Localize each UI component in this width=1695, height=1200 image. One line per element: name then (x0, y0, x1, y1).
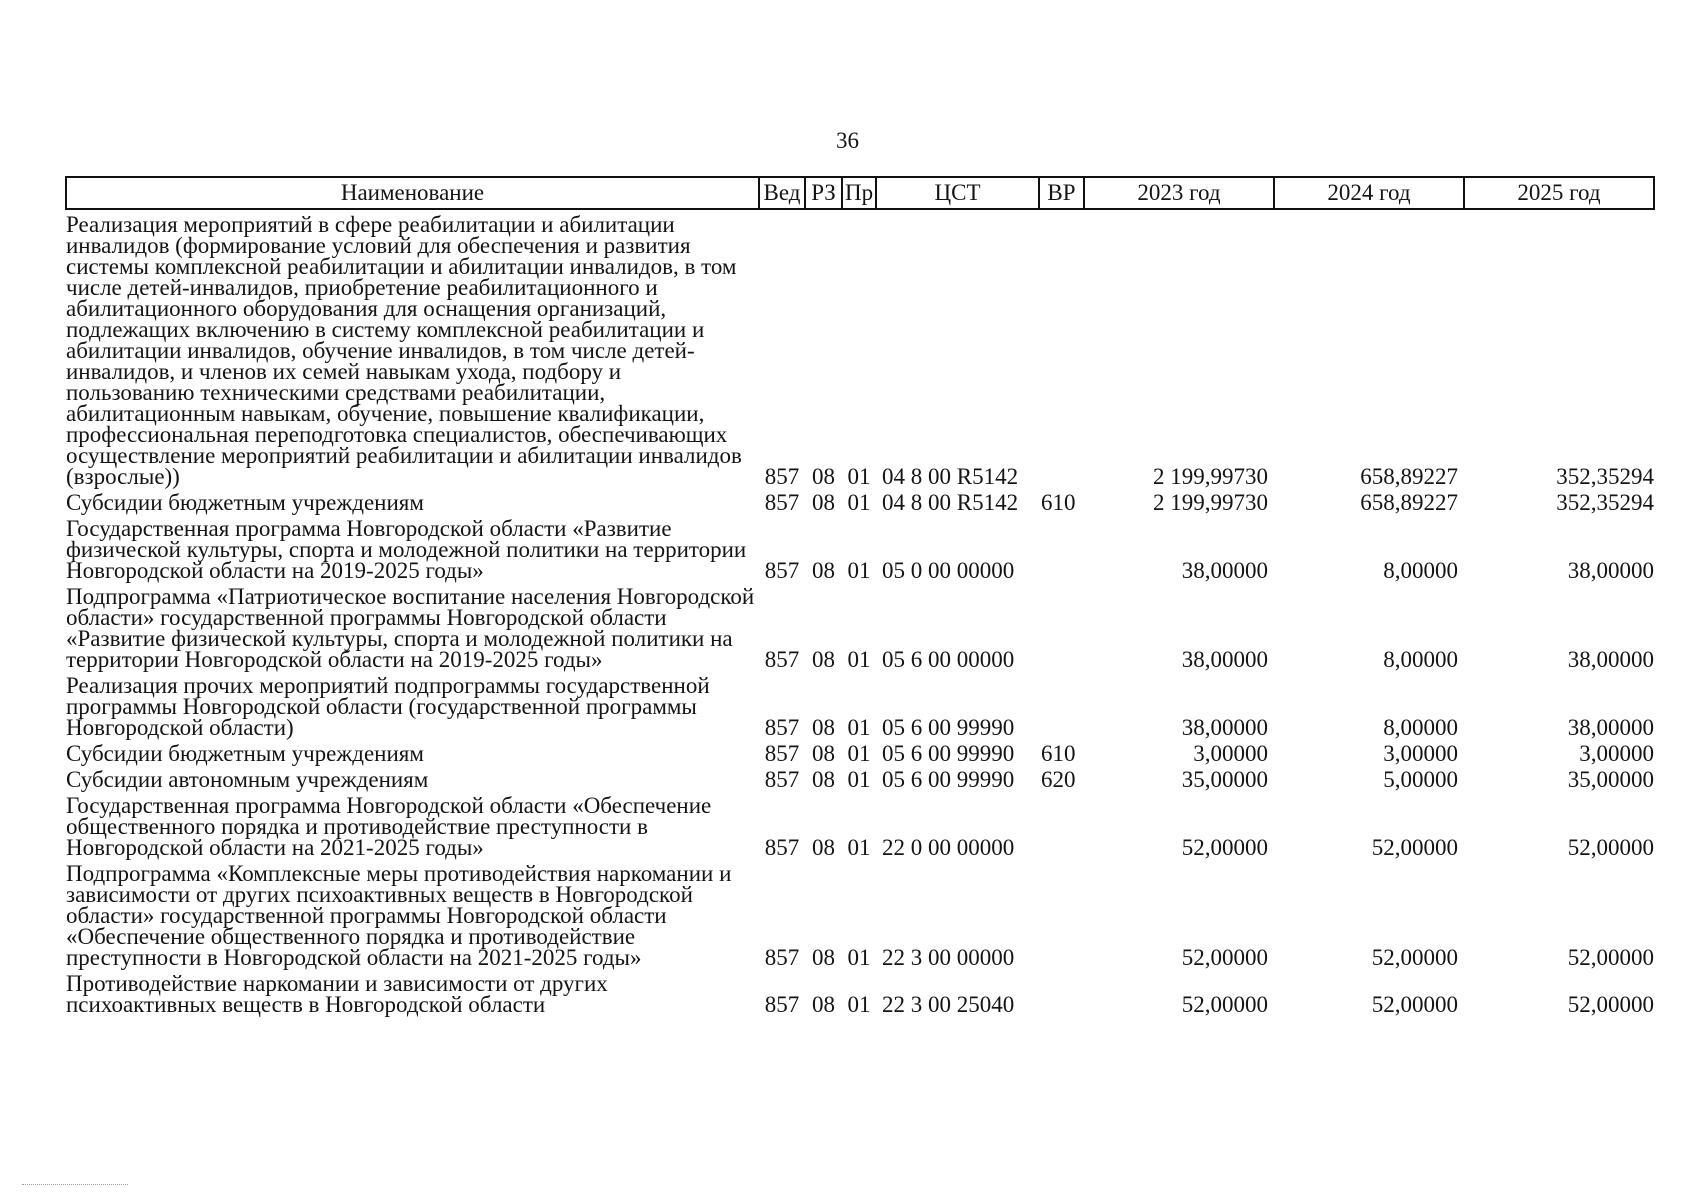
row-2025: 3,00000 (1579, 741, 1654, 766)
row-ved: 857 (764, 945, 800, 970)
row-ved: 857 (764, 490, 800, 515)
row-2024: 52,00000 (1371, 835, 1458, 860)
row-ved: 857 (764, 992, 800, 1017)
row-vr (1039, 586, 1084, 675)
row-rz: 08 (812, 835, 835, 860)
row-rz: 08 (812, 992, 835, 1017)
row-2024: 8,00000 (1383, 715, 1458, 740)
row-cst: 05 6 00 99990 (882, 767, 1015, 792)
header-rz: РЗ (805, 177, 842, 209)
row-2025: 38,00000 (1567, 715, 1654, 740)
row-cst: 04 8 00 R5142 (882, 464, 1019, 489)
table-row (66, 743, 1654, 769)
row-2023: 35,00000 (1181, 767, 1268, 792)
row-vr: 610 (1041, 741, 1076, 766)
row-2023: 38,00000 (1181, 647, 1268, 672)
row-rz: 08 (812, 741, 835, 766)
table-row (66, 675, 1654, 743)
row-cst: 04 8 00 R5142 (882, 490, 1019, 515)
row-name: Противодействие наркомании и зависимости от других психоактивных веществ в Новгородской области (66, 971, 608, 1017)
row-2025: 52,00000 (1567, 992, 1654, 1017)
row-name: Субсидии бюджетным учреждениям (66, 490, 424, 515)
row-vr: 620 (1041, 767, 1076, 792)
page-number: 36 (836, 128, 859, 153)
row-cst: 22 0 00 00000 (882, 835, 1015, 860)
row-cst: 05 6 00 99990 (882, 741, 1015, 766)
row-ved: 857 (764, 647, 800, 672)
row-2024: 8,00000 (1383, 558, 1458, 583)
table-row (66, 518, 1654, 586)
row-2025: 352,35294 (1556, 490, 1654, 515)
header-2025: 2025 год (1464, 177, 1654, 209)
table-header-row (66, 177, 1654, 209)
row-vr: 610 (1041, 490, 1076, 515)
row-rz: 08 (812, 558, 835, 583)
row-name: Реализация мероприятий в сфере реабилитации и абилитации инвалидов (формирование условий для обеспечения и развития системы комплексной реабилитации и абилитации инвалидов, в том числе детей-инвалидов, приобретение реабилитационного и абилитационного оборудования для оснащения организаций, подлежащих включению в систему комплексной реабилитации и абилитации инвалидов, обучение инвалидов, в том числе детей-инвалидов, и членов их семей навыкам ухода, подбору и пользованию техническими средствами реабилитации, абилитационным навыкам, обучение, повышение квалификации, профессиональная переподготовка специалистов, обеспечивающих осуществление мероприятий реабилитации и абилитации инвалидов (взрослые)) (66, 212, 742, 489)
row-2023: 2 199,99730 (1153, 490, 1268, 515)
scan-edge-mark (22, 1184, 128, 1185)
header-cst: ЦСТ (876, 177, 1039, 209)
header-ved: Вед (759, 177, 805, 209)
row-pr: 01 (847, 647, 871, 672)
row-vr (1039, 209, 1084, 492)
row-rz: 08 (812, 464, 835, 489)
row-name: Государственная программа Новгородской области «Развитие физической культуры, спорта и молодежной политики на территории Новгородской области на 2019-2025 годы» (66, 516, 747, 583)
row-ved: 857 (764, 715, 800, 740)
row-ved: 857 (764, 558, 800, 583)
row-ved: 857 (764, 767, 800, 792)
row-2024: 658,89227 (1360, 490, 1458, 515)
row-2024: 5,00000 (1383, 767, 1458, 792)
row-name: Государственная программа Новгородской области «Обеспечение общественного порядка и противодействие преступности в Новгородской области на 2021-2025 годы» (66, 793, 712, 860)
row-name: Реализация прочих мероприятий подпрограммы государственной программы Новгородской области (государственной программы Новгородской области) (66, 673, 710, 740)
row-ved: 857 (764, 464, 800, 489)
header-pr: Пр (842, 177, 876, 209)
row-rz: 08 (812, 490, 835, 515)
row-rz: 08 (812, 767, 835, 792)
row-2025: 38,00000 (1567, 558, 1654, 583)
row-cst: 22 3 00 00000 (882, 945, 1015, 970)
row-vr (1039, 973, 1084, 1020)
row-rz: 08 (812, 945, 835, 970)
row-2023: 38,00000 (1181, 558, 1268, 583)
table-row (66, 769, 1654, 795)
table-row (66, 973, 1654, 1020)
header-2023: 2023 год (1084, 177, 1274, 209)
header-2024: 2024 год (1274, 177, 1464, 209)
row-2024: 3,00000 (1383, 741, 1458, 766)
row-2024: 52,00000 (1371, 992, 1458, 1017)
row-ved: 857 (764, 835, 800, 860)
row-vr (1039, 675, 1084, 743)
row-pr: 01 (847, 741, 871, 766)
row-2023: 52,00000 (1181, 835, 1268, 860)
row-cst: 05 6 00 99990 (882, 715, 1015, 740)
table-row (66, 863, 1654, 973)
row-pr: 01 (847, 715, 871, 740)
row-cst: 05 0 00 00000 (882, 558, 1015, 583)
row-name: Подпрограмма «Комплексные меры противодействия наркомании и зависимости от других психоактивных веществ в Новгородской области» государственной программы Новгородской области «Обеспечение общественного порядка и противодействие преступности в Новгородской области на 2021-2025 годы» (66, 861, 732, 970)
row-name: Субсидии бюджетным учреждениям (66, 741, 424, 766)
row-pr: 01 (847, 945, 871, 970)
row-vr (1039, 795, 1084, 863)
row-2024: 8,00000 (1383, 647, 1458, 672)
row-pr: 01 (847, 558, 871, 583)
header-vr: ВР (1039, 177, 1084, 209)
table-row (66, 209, 1654, 492)
row-2025: 52,00000 (1567, 945, 1654, 970)
row-name: Подпрограмма «Патриотическое воспитание населения Новгородской области» государственной программы Новгородской области «Развитие физической культуры, спорта и молодежной политики на территории Новгородской области на 2019-2025 годы» (66, 584, 755, 672)
row-pr: 01 (847, 992, 871, 1017)
table-row (66, 586, 1654, 675)
row-2024: 658,89227 (1360, 464, 1458, 489)
row-pr: 01 (847, 464, 871, 489)
table-row (66, 492, 1654, 518)
row-ved: 857 (764, 741, 800, 766)
row-2025: 38,00000 (1567, 647, 1654, 672)
row-cst: 22 3 00 25040 (882, 992, 1015, 1017)
row-2023: 52,00000 (1181, 945, 1268, 970)
table-row (66, 795, 1654, 863)
header-name: Наименование (66, 177, 759, 209)
row-name: Субсидии автономным учреждениям (66, 767, 429, 792)
row-pr: 01 (847, 767, 871, 792)
row-2023: 2 199,99730 (1153, 464, 1268, 489)
row-rz: 08 (812, 715, 835, 740)
row-pr: 01 (847, 490, 871, 515)
row-pr: 01 (847, 835, 871, 860)
row-2024: 52,00000 (1371, 945, 1458, 970)
row-2025: 52,00000 (1567, 835, 1654, 860)
row-2023: 38,00000 (1181, 715, 1268, 740)
table-body (66, 209, 1654, 1020)
row-2023: 52,00000 (1181, 992, 1268, 1017)
row-vr (1039, 863, 1084, 973)
row-vr (1039, 518, 1084, 586)
row-rz: 08 (812, 647, 835, 672)
row-2025: 35,00000 (1567, 767, 1654, 792)
row-2023: 3,00000 (1193, 741, 1268, 766)
budget-table (65, 176, 1655, 1020)
row-2025: 352,35294 (1556, 464, 1654, 489)
row-cst: 05 6 00 00000 (882, 647, 1015, 672)
